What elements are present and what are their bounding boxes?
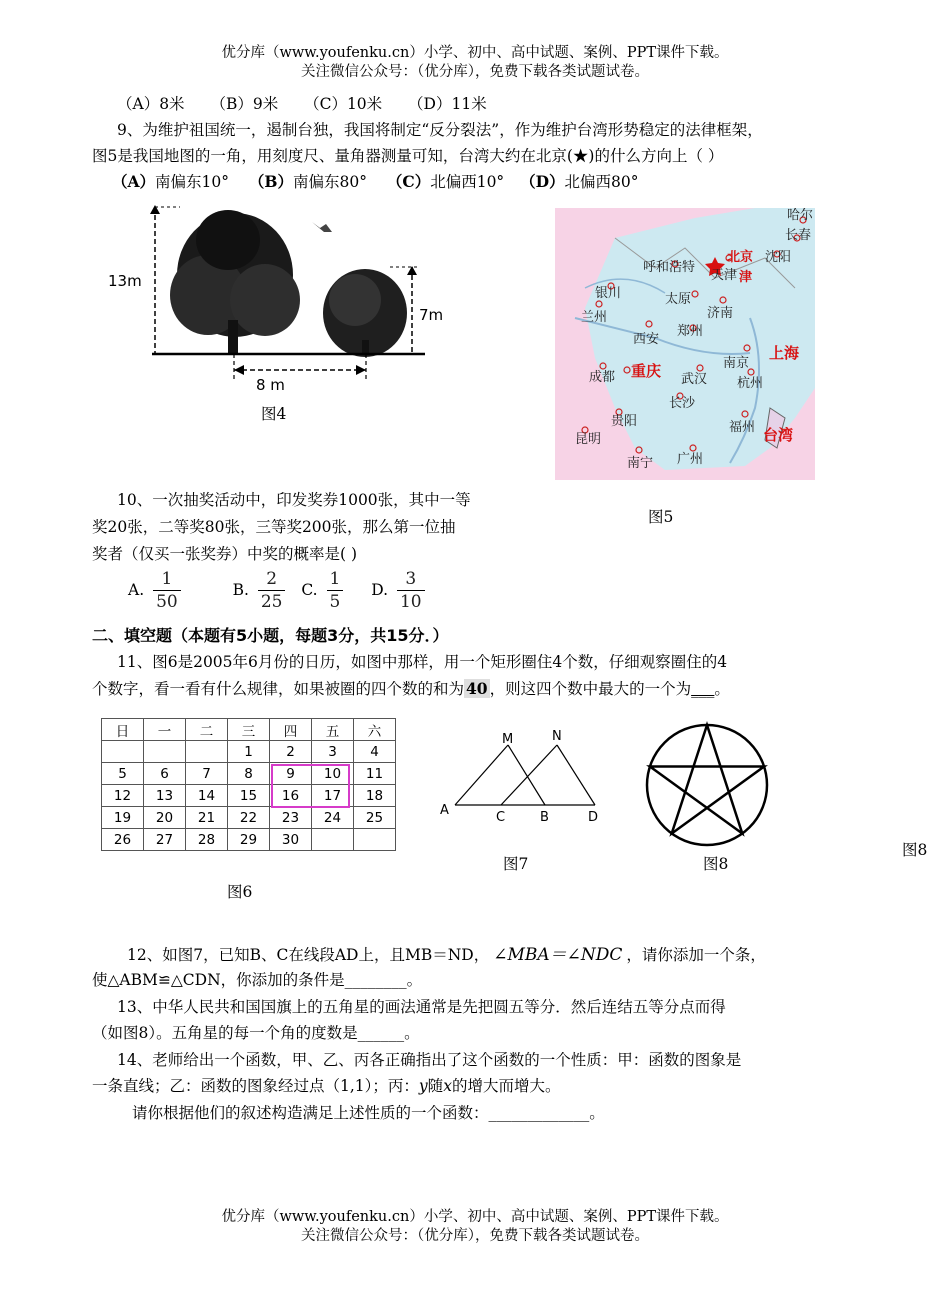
q14-var-y: y	[418, 1077, 428, 1095]
calendar-day-cell: 26	[102, 829, 144, 851]
q8-option-b: （B）9米	[210, 95, 279, 113]
calendar-week-row	[102, 829, 396, 851]
weekday-header: 日	[102, 719, 144, 741]
calendar-day-cell: 6	[144, 763, 186, 785]
fraction-d-den: 10	[399, 592, 422, 612]
fraction-b-den: 25	[260, 592, 283, 612]
fraction-a	[153, 568, 181, 613]
calendar-day-cell: 23	[270, 807, 312, 829]
q10-option-d-label: D.	[371, 580, 389, 599]
calendar-day-cell: 30	[270, 829, 312, 851]
figure-8-star-circle	[642, 720, 772, 850]
city-beijing: 北京	[727, 250, 754, 265]
city-wuhan: 武汉	[681, 372, 708, 387]
calendar-header-row	[102, 719, 396, 741]
q9-option-c-label: （C）	[386, 172, 431, 191]
calendar-figure-6	[101, 718, 396, 851]
figure-8-caption: 图8	[703, 855, 729, 873]
q14-line-3-pre: 请你根据他们的叙述构造满足上述性质的一个函数：	[132, 1104, 489, 1122]
q10-option-a	[128, 569, 190, 612]
q11-line-2-end: 。	[714, 680, 730, 698]
q9-line-1: 9、为维护祖国统一，遏制台独，我国将制定“反分裂法”，作为维护台湾形势稳定的法律框架，	[117, 121, 763, 139]
label-13m: 13m	[108, 272, 142, 290]
q10-line-2: 奖20张，二等奖80张，三等奖200张，那么第一位抽	[92, 518, 456, 536]
city-shenyang: 沈阳	[765, 250, 792, 265]
weekday-header: 三	[228, 719, 270, 741]
q10-line-3: 奖者（仅买一张奖券）中奖的概率是( )	[92, 545, 358, 563]
calendar-day-cell: 4	[354, 741, 396, 763]
calendar-day-cell: 17	[312, 785, 354, 807]
footer-line-2: 关注微信公众号：（优分库），免费下载各类试题试卷。	[301, 1228, 649, 1244]
q14-answer-blank: _____________	[488, 1104, 590, 1122]
calendar-selection-rectangle	[271, 764, 350, 808]
calendar-day-cell: 14	[186, 785, 228, 807]
q14-var-x: x	[443, 1077, 452, 1095]
q13-line-2: （如图8）。五角星的每一个角的度数是______。	[92, 1024, 420, 1042]
fraction-c	[327, 568, 344, 613]
city-guangzhou: 广州	[677, 452, 704, 467]
label-a: A	[440, 803, 449, 818]
label-8m: 8 m	[256, 376, 285, 394]
q12-line-1-pre: 12、如图7，已知B、C在线段AD上，且MB＝ND，	[127, 946, 490, 964]
calendar-day-cell	[186, 741, 228, 763]
figure-4-caption: 图4	[261, 405, 287, 423]
calendar-day-cell: 10	[312, 763, 354, 785]
city-chengdu: 成都	[589, 370, 616, 385]
q14-line-3	[132, 1101, 605, 1123]
calendar-week-row	[102, 785, 396, 807]
q14-line-2	[92, 1074, 560, 1096]
q8-option-a: （A）8米	[117, 95, 185, 113]
q11-answer-blank: ___	[691, 680, 715, 698]
figure-8-side-caption: 图8	[902, 841, 928, 859]
q11-line-1: 11、图6是2005年6月份的日历，如图中那样，用一个矩形圈住4个数，仔细观察圈住的4	[117, 653, 728, 671]
calendar-day-cell: 3	[312, 741, 354, 763]
q8-option-c: （C）10米	[304, 95, 383, 113]
q9-option-a-text: 南偏东10°	[155, 173, 230, 191]
calendar-day-cell: 5	[102, 763, 144, 785]
calendar-day-cell: 1	[228, 741, 270, 763]
fraction-a-num: 1	[153, 568, 181, 591]
city-changsha: 长沙	[669, 396, 696, 411]
q12-angle-expression: ∠MBA＝∠NDC	[493, 945, 623, 965]
q14-line-2-pre: 一条直线；乙：函数的图象经过点（1,1）；丙：	[92, 1077, 419, 1095]
q14-line-3-end: 。	[589, 1104, 605, 1122]
calendar-day-cell: 28	[186, 829, 228, 851]
q11-line-2-post: ，则这四个数中最大的一个为	[489, 680, 692, 698]
q10-line-1: 10、一次抽奖活动中，印发奖券1000张，其中一等	[117, 491, 471, 509]
weekday-header: 五	[312, 719, 354, 741]
calendar-day-cell: 27	[144, 829, 186, 851]
calendar-day-cell: 15	[228, 785, 270, 807]
calendar-day-cell	[144, 741, 186, 763]
label-d: D	[588, 810, 599, 825]
label-m: M	[502, 732, 514, 747]
calendar-day-cell	[354, 829, 396, 851]
city-tianjin: 天津	[711, 268, 738, 283]
q9-option-b-text: 南偏东80°	[293, 173, 367, 191]
q12-line-1-post: ，请你添加一个条，	[626, 946, 766, 964]
q14-line-2-mid: 随	[427, 1077, 444, 1095]
q10-option-c-label: C.	[301, 580, 318, 599]
city-chongqing: 重庆	[631, 362, 662, 380]
fraction-c-den: 5	[329, 592, 341, 612]
calendar-day-cell: 18	[354, 785, 396, 807]
bird-icon	[312, 222, 332, 232]
weekday-header: 六	[354, 719, 396, 741]
short-tree	[323, 269, 407, 357]
section-2-title: 二、填空题（本题有5小题，每题3分，共15分．）	[92, 626, 449, 645]
q10-options	[128, 568, 429, 613]
fraction-b-num: 2	[258, 568, 286, 591]
calendar-day-cell: 9	[270, 763, 312, 785]
city-hangzhou: 杭州	[737, 376, 764, 391]
q9-options	[112, 170, 639, 192]
city-fuzhou: 福州	[729, 420, 756, 435]
city-changchun: 长春	[785, 228, 812, 243]
weekday-header: 四	[270, 719, 312, 741]
city-yinchuan: 银川	[595, 286, 622, 301]
label-c: C	[496, 810, 506, 825]
figure-4-trees	[100, 200, 440, 390]
city-shanghai: 上海	[769, 344, 800, 362]
calendar-table	[101, 718, 396, 851]
q8-option-d: （D）11米	[408, 95, 487, 113]
calendar-day-cell: 13	[144, 785, 186, 807]
q9-option-d-text: 北偏西80°	[564, 173, 639, 191]
calendar-day-cell: 16	[270, 785, 312, 807]
q10-option-c	[301, 569, 352, 612]
figure-6-caption: 图6	[227, 883, 253, 901]
city-xian: 西安	[633, 332, 660, 347]
city-jinan: 济南	[707, 306, 734, 321]
q11-line-2	[92, 677, 730, 699]
fraction-c-num: 1	[327, 568, 344, 591]
q11-sum-value: 40	[466, 679, 488, 698]
calendar-day-cell: 24	[312, 807, 354, 829]
city-taiwan: 台湾	[763, 426, 794, 444]
weekday-header: 一	[144, 719, 186, 741]
calendar-day-cell: 20	[144, 807, 186, 829]
calendar-day-cell: 2	[270, 741, 312, 763]
figure-5-caption: 图5	[648, 508, 674, 526]
footer-line-1: 优分库（www.youfenku.cn）小学、初中、高中试题、案例、PPT课件下载。	[221, 1209, 729, 1225]
city-nanning: 南宁	[627, 456, 654, 471]
q11-line-2-pre: 个数字，看一看有什么规律，如果被圈的四个数的和为	[92, 680, 465, 698]
city-hohhot: 呼和浩特	[643, 260, 696, 275]
q12-line-2: 使△ABM≌△CDN，你添加的条件是________。	[92, 971, 423, 989]
city-nanjing: 南京	[723, 356, 750, 371]
q9-option-c-text: 北偏西10°	[430, 173, 505, 191]
city-zhengzhou: 郑州	[677, 324, 704, 339]
calendar-day-cell: 7	[186, 763, 228, 785]
q14-line-2-post: 的增大而增大。	[451, 1077, 561, 1095]
q12-line-1	[127, 940, 766, 965]
calendar-day-cell: 22	[228, 807, 270, 829]
q13-line-1: 13、中华人民共和国国旗上的五角星的画法通常是先把圆五等分．然后连结五等分点而得	[117, 998, 726, 1016]
q14-line-1: 14、老师给出一个函数，甲、乙、丙各正确指出了这个函数的一个性质：甲：函数的图象是	[117, 1051, 742, 1069]
q9-line-2: 图5是我国地图的一角，用刻度尺、量角器测量可知，台湾大约在北京(★)的什么方向上（ ）	[92, 147, 724, 165]
q10-option-a-label: A.	[128, 580, 145, 599]
q8-options	[117, 92, 487, 114]
city-harbin: 哈尔	[787, 208, 814, 223]
q10-option-b	[232, 569, 295, 612]
calendar-day-cell: 12	[102, 785, 144, 807]
q9-option-a-label: （A）	[112, 172, 156, 191]
calendar-week-row	[102, 741, 396, 763]
city-guiyang: 贵阳	[611, 414, 638, 429]
city-kunming: 昆明	[575, 432, 602, 447]
calendar-day-cell: 21	[186, 807, 228, 829]
header-line-1: 优分库（www.youfenku.cn）小学、初中、高中试题、案例、PPT课件下载。	[221, 45, 729, 61]
city-taiyuan: 太原	[665, 292, 692, 307]
calendar-day-cell: 19	[102, 807, 144, 829]
fraction-d-num: 3	[397, 568, 425, 591]
calendar-day-cell: 8	[228, 763, 270, 785]
q9-option-d-label: （D）	[520, 172, 565, 191]
page-footer	[0, 1208, 950, 1246]
page-header	[0, 44, 950, 82]
q9-option-b-label: （B）	[248, 172, 293, 191]
tall-tree	[170, 210, 300, 354]
label-b: B	[540, 810, 549, 825]
fraction-d	[397, 568, 425, 613]
calendar-day-cell	[102, 741, 144, 763]
q10-option-b-label: B.	[232, 580, 249, 599]
label-7m: 7m	[419, 306, 444, 324]
calendar-day-cell: 29	[228, 829, 270, 851]
q10-option-d	[371, 569, 428, 612]
city-lanzhou: 兰州	[581, 310, 608, 325]
calendar-week-row	[102, 807, 396, 829]
calendar-week-row	[102, 763, 396, 785]
map-city-labels: 哈尔 长春 沈阳 北京 天津 津 呼和浩特 银川 太原 兰州 济南 西安 郑州 南京 上海 成都 重庆 武汉 杭州 长沙 贵阳 福州 台湾 昆明 南宁 广州	[555, 208, 815, 480]
figure-7-caption: 图7	[503, 855, 529, 873]
fraction-a-den: 50	[156, 592, 178, 612]
fraction-b	[258, 568, 286, 613]
label-n: N	[552, 729, 562, 744]
calendar-day-cell: 11	[354, 763, 396, 785]
calendar-day-cell: 25	[354, 807, 396, 829]
header-line-2: 关注微信公众号：（优分库），免费下载各类试题试卷。	[301, 64, 649, 80]
weekday-header: 二	[186, 719, 228, 741]
calendar-day-cell	[312, 829, 354, 851]
